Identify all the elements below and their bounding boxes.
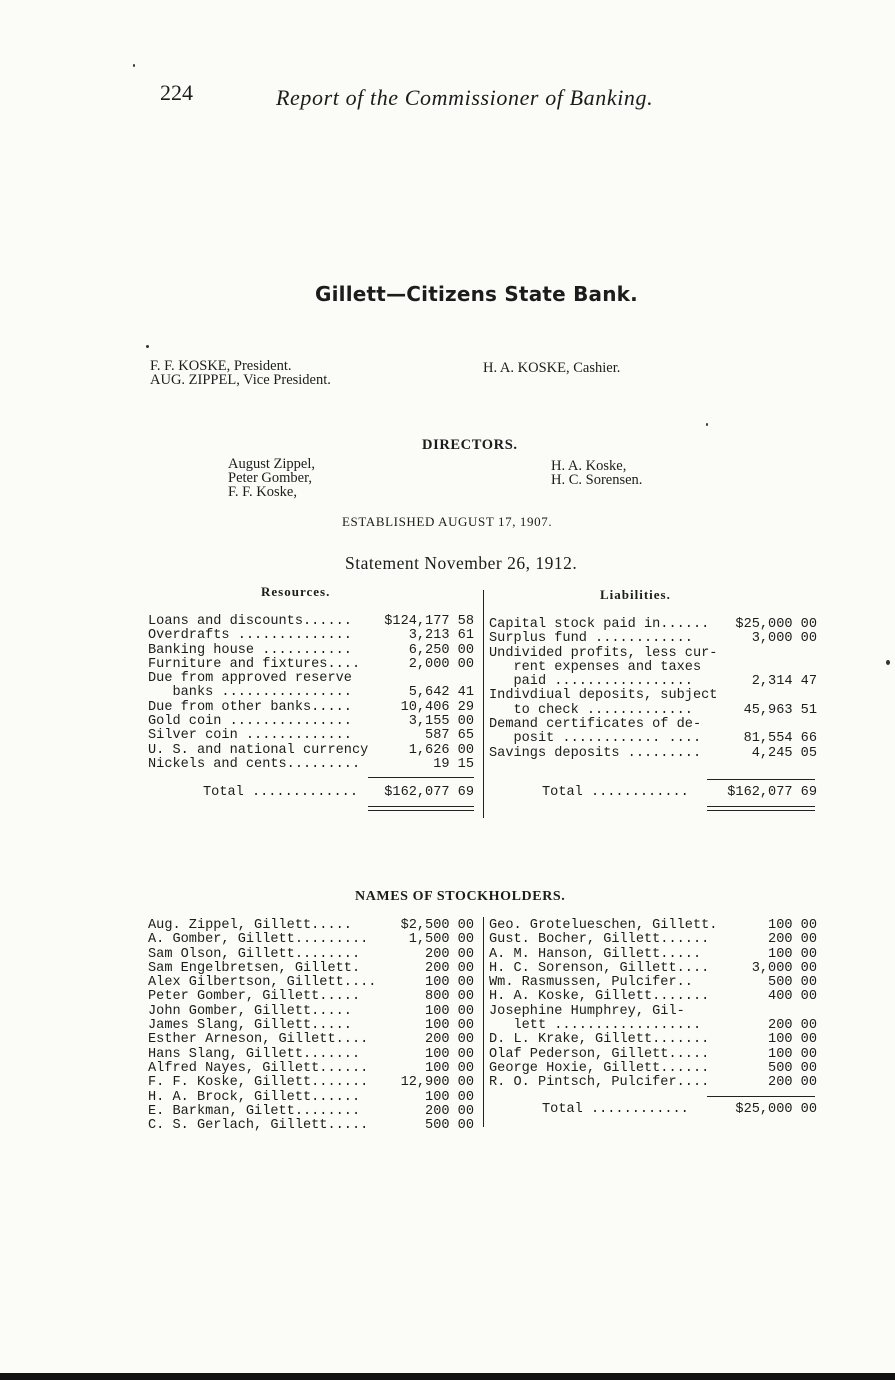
stockholder-amount: 200 00 (768, 1075, 817, 1091)
resource-row (148, 744, 478, 758)
stockholder-row (148, 1005, 478, 1019)
liabilities-total-rule (707, 779, 815, 780)
stockholder-name: D. L. Krake, Gillett....... (489, 1032, 710, 1048)
resource-label: Furniture and fixtures.... (148, 656, 361, 672)
stockholder-amount: 200 00 (768, 932, 817, 948)
stockholder-row (148, 976, 478, 990)
liability-amount: 45,963 51 (743, 702, 817, 718)
resources-total-rule (368, 777, 474, 778)
liability-row (489, 718, 819, 732)
stockholders-total-rule (707, 1096, 815, 1097)
stockholders-left-list (148, 919, 478, 1133)
stockholder-amount: 100 00 (425, 1018, 474, 1034)
stockholder-name: George Hoxie, Gillett...... (489, 1060, 710, 1076)
stockholder-row (148, 919, 478, 933)
stockholder-row (489, 1005, 819, 1019)
liability-label: posit ............ .... (489, 731, 702, 747)
stockholder-row (489, 1019, 819, 1033)
scan-speck (133, 64, 135, 67)
stockholder-amount: 200 00 (768, 1018, 817, 1034)
stockholder-amount: 800 00 (425, 989, 474, 1005)
scan-speck (886, 660, 890, 665)
liability-label: Capital stock paid in...... (489, 617, 710, 632)
stockholder-amount: 500 00 (768, 1060, 817, 1076)
stockholder-amount: 100 00 (425, 1046, 474, 1062)
stockholder-name: Aug. Zippel, Gillett..... (148, 918, 352, 933)
stockholder-name: Esther Arneson, Gillett.... (148, 1032, 369, 1048)
stockholder-name: Sam Engelbretsen, Gillett. (148, 960, 361, 976)
directors-right-list (551, 459, 642, 487)
stockholder-name: R. O. Pintsch, Pulcifer.... (489, 1075, 710, 1091)
liability-label: to check ............. (489, 702, 693, 718)
stockholder-amount: 100 00 (425, 1060, 474, 1076)
stockholder-row (489, 1076, 819, 1090)
stockholder-row (148, 962, 478, 976)
liability-row (489, 632, 819, 646)
resources-total-label: Total ............. (203, 785, 358, 800)
liability-label: Indivdiual deposits, subject (489, 688, 718, 704)
stockholder-row (148, 933, 478, 947)
liability-label: paid ................. (489, 674, 693, 690)
stockholder-name: H. C. Sorenson, Gillett.... (489, 960, 710, 976)
director-name: F. F. Koske, (228, 484, 297, 500)
stockholder-row (489, 948, 819, 962)
officer-vice-president: AUG. ZIPPEL, Vice President. (150, 372, 331, 388)
stockholder-amount: 100 00 (768, 946, 817, 962)
scan-edge (0, 1373, 895, 1380)
resource-row (148, 715, 478, 729)
stockholder-row (148, 1076, 478, 1090)
directors-left-list (228, 457, 315, 499)
stockholder-row (148, 1048, 478, 1062)
stockholder-row (148, 1091, 478, 1105)
liabilities-double-rule-top (707, 806, 815, 807)
resource-amount: 19 15 (433, 756, 474, 772)
stockholder-row (148, 990, 478, 1004)
scan-speck (146, 345, 149, 348)
stockholder-name: Gust. Bocher, Gillett...... (489, 932, 710, 948)
page-number: 224 (160, 80, 193, 105)
director-name: August Zippel, (228, 456, 315, 472)
stockholder-row (489, 962, 819, 976)
stockholder-row (148, 1019, 478, 1033)
stockholder-amount: 100 00 (768, 1032, 817, 1048)
resources-total-row (148, 786, 478, 800)
resource-row (148, 729, 478, 743)
stockholder-amount: 100 00 (425, 1089, 474, 1105)
resources-table (148, 615, 478, 772)
statement-title: Statement November 26, 1912. (345, 553, 578, 573)
stockholder-row (489, 990, 819, 1004)
liability-row (489, 689, 819, 703)
resource-row (148, 758, 478, 772)
resource-amount: 6,250 00 (408, 642, 474, 658)
stockholder-amount: 1,500 00 (408, 932, 474, 948)
stockholder-name: Geo. Grotelueschen, Gillett. (489, 918, 718, 933)
officer-president: F. F. KOSKE, President. (150, 358, 292, 374)
liability-amount: 81,554 66 (743, 731, 817, 747)
stockholder-name: Sam Olson, Gillett........ (148, 946, 361, 962)
stockholder-name: Olaf Pederson, Gillett..... (489, 1046, 710, 1062)
liability-label: Undivided profits, less cur- (489, 645, 718, 661)
stockholder-row (148, 1062, 478, 1076)
liability-amount: 4,245 05 (751, 745, 817, 761)
resource-label: Loans and discounts...... (148, 614, 352, 629)
stockholder-amount: 100 00 (425, 1003, 474, 1019)
scan-speck (706, 423, 708, 426)
stockholder-amount: 100 00 (425, 975, 474, 991)
stockholder-row (489, 919, 819, 933)
stockholder-amount: 200 00 (425, 946, 474, 962)
stockholder-amount: 500 00 (425, 1118, 474, 1134)
resource-amount: $124,177 58 (384, 614, 474, 629)
stockholder-amount: 100 00 (768, 1046, 817, 1062)
resource-label: Overdrafts .............. (148, 628, 352, 644)
stockholder-row (148, 948, 478, 962)
resource-label: banks ................ (148, 685, 352, 701)
stockholder-amount: 400 00 (768, 989, 817, 1005)
resources-heading: Resources. (261, 584, 331, 599)
stockholder-row (489, 933, 819, 947)
resource-amount: 3,213 61 (408, 628, 474, 644)
liability-label: Surplus fund ............ (489, 631, 693, 647)
liability-row (489, 675, 819, 689)
liability-row (489, 661, 819, 675)
resource-row (148, 701, 478, 715)
stockholder-row (489, 976, 819, 990)
director-name: Peter Gomber, (228, 470, 312, 486)
stockholder-row (148, 1119, 478, 1133)
running-title: Report of the Commissioner of Banking. (276, 85, 654, 110)
resource-row (148, 672, 478, 686)
director-name: H. C. Sorensen. (551, 472, 643, 488)
resource-amount: 10,406 29 (400, 699, 474, 715)
stockholder-amount: 200 00 (425, 1103, 474, 1119)
directors-heading: DIRECTORS. (422, 437, 518, 453)
resources-double-rule-bottom (368, 810, 474, 811)
stockholder-amount: 3,000 00 (751, 960, 817, 976)
stockholder-name: E. Barkman, Gilett........ (148, 1103, 361, 1119)
stockholder-name: lett .................. (489, 1018, 702, 1034)
resource-amount: 2,000 00 (408, 656, 474, 672)
resource-amount: 3,155 00 (408, 714, 474, 730)
stockholder-amount: 200 00 (425, 1032, 474, 1048)
stockholders-right-list (489, 919, 819, 1091)
liabilities-heading: Liabilities. (600, 587, 671, 602)
stockholder-amount: 200 00 (425, 960, 474, 976)
liability-label: Demand certificates of de- (489, 717, 702, 733)
stockholder-name: Wm. Rasmussen, Pulcifer.. (489, 975, 693, 991)
resource-amount: 1,626 00 (408, 742, 474, 758)
resource-label: Nickels and cents......... (148, 756, 361, 772)
liabilities-total-amount: $162,077 69 (727, 785, 817, 800)
stockholders-divider (483, 917, 484, 1127)
director-name: H. A. Koske, (551, 458, 627, 474)
stockholder-name: Alex Gilbertson, Gillett.... (148, 975, 377, 991)
stockholder-amount: $2,500 00 (400, 918, 474, 933)
liabilities-total-row (489, 786, 819, 800)
liability-row (489, 618, 819, 632)
stockholder-name: A. M. Hanson, Gillett..... (489, 946, 702, 962)
resource-amount: 5,642 41 (408, 685, 474, 701)
resource-label: Banking house ........... (148, 642, 352, 658)
liability-label: Savings deposits ......... (489, 745, 702, 761)
stockholders-total-row (489, 1103, 819, 1117)
stockholder-amount: 12,900 00 (400, 1075, 474, 1091)
liability-row (489, 747, 819, 761)
resource-label: U. S. and national currency (148, 742, 369, 758)
resource-row (148, 644, 478, 658)
resource-row (148, 686, 478, 700)
liability-row (489, 732, 819, 746)
stockholder-name: H. A. Brock, Gillett...... (148, 1089, 361, 1105)
liability-amount: 2,314 47 (751, 674, 817, 690)
liability-amount: 3,000 00 (751, 631, 817, 647)
resource-label: Gold coin ............... (148, 714, 352, 730)
stockholder-name: James Slang, Gillett..... (148, 1018, 352, 1034)
stockholder-name: Alfred Nayes, Gillett...... (148, 1060, 369, 1076)
resource-amount: 587 65 (425, 728, 474, 744)
stockholder-amount: 100 00 (768, 918, 817, 933)
resource-row (148, 615, 478, 629)
stockholder-row (489, 1062, 819, 1076)
stockholder-row (489, 1033, 819, 1047)
liability-label: rent expenses and taxes (489, 659, 702, 675)
stockholder-name: C. S. Gerlach, Gillett..... (148, 1118, 369, 1134)
liabilities-double-rule-bottom (707, 810, 815, 811)
stockholder-row (148, 1033, 478, 1047)
resource-label: Silver coin ............. (148, 728, 352, 744)
stockholder-name: F. F. Koske, Gillett....... (148, 1075, 369, 1091)
bank-title: Gillett—Citizens State Bank. (315, 282, 638, 306)
stockholder-row (148, 1105, 478, 1119)
resource-label: Due from approved reserve (148, 671, 352, 687)
liability-row (489, 704, 819, 718)
resources-total-amount: $162,077 69 (384, 785, 474, 800)
stockholder-name: Peter Gomber, Gillett..... (148, 989, 361, 1005)
stockholders-total-amount: $25,000 00 (735, 1102, 817, 1117)
stockholder-name: A. Gomber, Gillett......... (148, 932, 369, 948)
stockholder-name: Hans Slang, Gillett....... (148, 1046, 361, 1062)
stockholder-amount: 500 00 (768, 975, 817, 991)
liabilities-total-label: Total ............ (542, 785, 689, 800)
stockholders-total-label: Total ............ (542, 1102, 689, 1117)
liability-row (489, 647, 819, 661)
liability-amount: $25,000 00 (735, 617, 817, 632)
stockholders-heading: NAMES OF STOCKHOLDERS. (355, 889, 566, 904)
stockholder-name: John Gomber, Gillett..... (148, 1003, 352, 1019)
officer-cashier: H. A. KOSKE, Cashier. (483, 360, 621, 376)
statement-divider (483, 590, 484, 818)
resource-row (148, 658, 478, 672)
resource-label: Due from other banks..... (148, 699, 352, 715)
stockholder-name: Josephine Humphrey, Gil- (489, 1003, 685, 1019)
resources-double-rule-top (368, 806, 474, 807)
established-line: ESTABLISHED AUGUST 17, 1907. (342, 514, 553, 529)
stockholder-name: H. A. Koske, Gillett....... (489, 989, 710, 1005)
liabilities-table (489, 618, 819, 761)
resource-row (148, 629, 478, 643)
stockholder-row (489, 1048, 819, 1062)
